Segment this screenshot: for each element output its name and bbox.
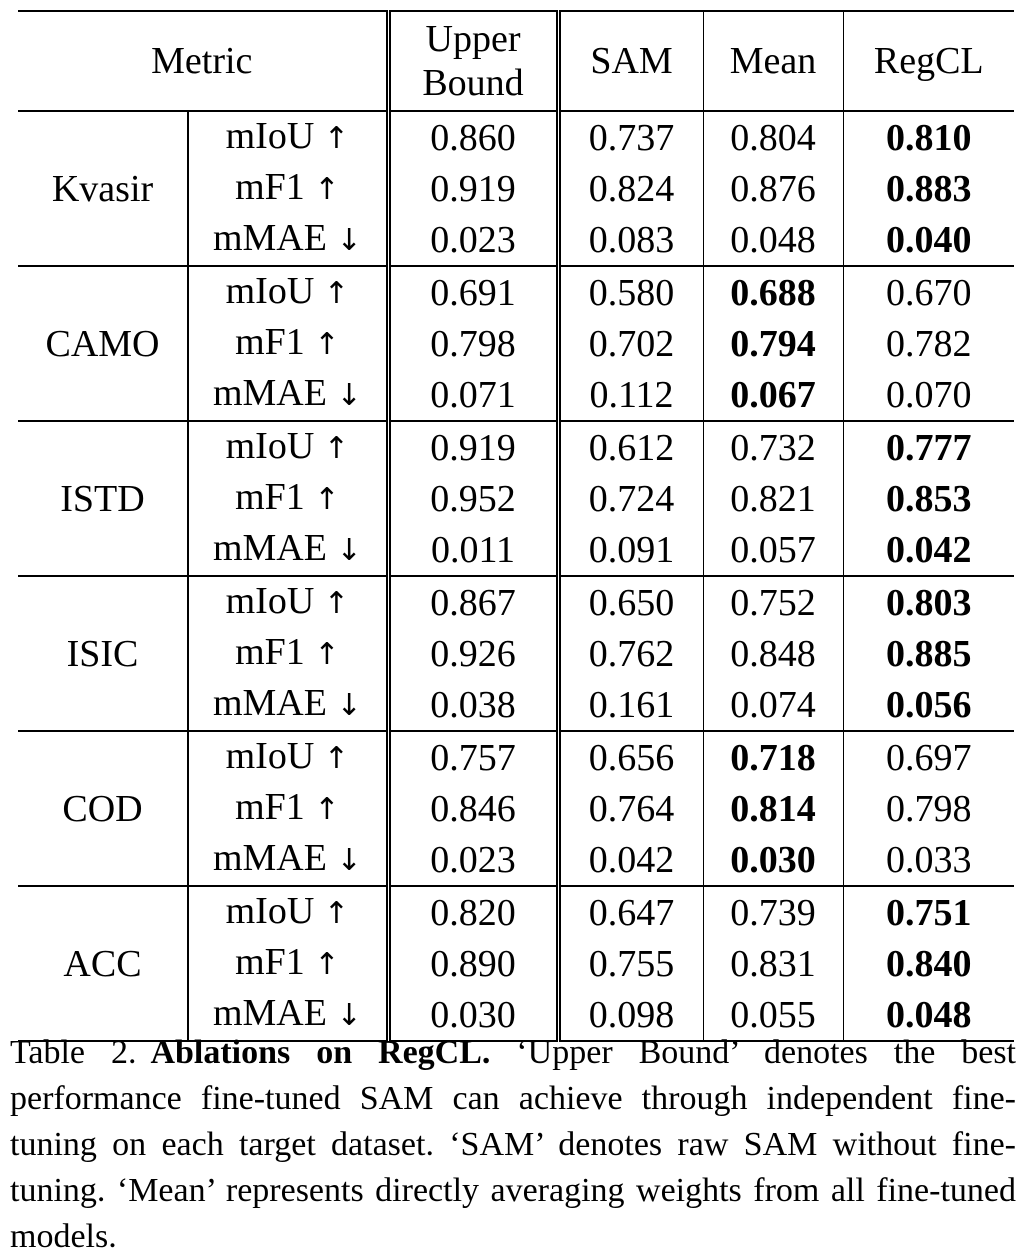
metric-name [188,576,388,628]
metric-label: mMAE [212,837,327,879]
upper-bound-value: 0.011 [388,524,558,576]
arrow-down-icon: ↓ [336,688,362,723]
dataset-name: ISTD [18,421,188,576]
upper-bound-value: 0.030 [388,989,558,1041]
sam-value: 0.580 [558,266,703,318]
mean-value: 0.688 [703,266,843,318]
mean-value: 0.814 [703,783,843,834]
arrow-up-icon: ↑ [323,121,349,156]
ablation-table [18,10,1014,1042]
sam-value: 0.737 [558,111,703,163]
dataset-group [18,731,1014,886]
regcl-value: 0.885 [886,632,972,675]
metric-name [188,473,388,524]
regcl-value: 0.056 [886,683,972,726]
sam-value: 0.083 [558,214,703,266]
sam-value: 0.612 [558,421,703,473]
results-table-container [18,10,1014,1042]
arrow-up-icon: ↑ [323,276,349,311]
regcl-value: 0.777 [886,426,972,469]
metric-name [188,369,388,421]
metric-label: mIoU [225,425,315,467]
dataset-name: CAMO [18,266,188,421]
metric-label: mMAE [212,992,327,1034]
dataset-group [18,421,1014,576]
regcl-value: 0.810 [886,116,972,159]
upper-bound-value: 0.952 [388,473,558,524]
arrow-up-icon: ↑ [314,947,340,982]
caption-text: ‘Upper Bound’ denotes the best performance fine-tuned SAM can achieve through independent fine-tuning on each target dataset. ‘SAM’ denotes raw SAM without fine-tuning. ‘Mean’ represents directly averaging weights from all fine-tuned models. [10,1034,1017,1255]
arrow-up-icon: ↑ [323,586,349,621]
metric-label: mMAE [212,217,327,259]
upper-bound-value: 0.038 [388,679,558,731]
regcl-value: 0.042 [886,528,972,571]
metric-name [188,163,388,214]
header-upper-bound [388,11,558,111]
sam-value: 0.656 [558,731,703,783]
table-row [18,266,1014,318]
metric-label: mIoU [225,580,315,622]
header-sam: SAM [558,11,703,111]
upper-bound-value: 0.071 [388,369,558,421]
metric-label: mF1 [235,941,305,983]
regcl-value: 0.803 [886,581,972,624]
regcl-value: 0.070 [886,373,972,416]
arrow-up-icon: ↑ [323,741,349,776]
header-upper-bound-line1: Upper [425,18,521,60]
header-metric: Metric [18,11,388,111]
dataset-name: ACC [18,886,188,1041]
metric-name [188,679,388,731]
mean-value: 0.794 [703,318,843,369]
arrow-up-icon: ↑ [314,172,340,207]
table-row [18,421,1014,473]
metric-name [188,421,388,473]
mean-value: 0.057 [703,524,843,576]
table-row [18,576,1014,628]
arrow-up-icon: ↑ [323,431,349,466]
arrow-up-icon: ↑ [314,327,340,362]
dataset-name: COD [18,731,188,886]
upper-bound-value: 0.757 [388,731,558,783]
regcl-value: 0.751 [886,891,972,934]
metric-name [188,938,388,989]
mean-value: 0.074 [703,679,843,731]
mean-value: 0.030 [703,834,843,886]
upper-bound-value: 0.926 [388,628,558,679]
arrow-up-icon: ↑ [314,482,340,517]
arrow-up-icon: ↑ [323,896,349,931]
upper-bound-value: 0.846 [388,783,558,834]
upper-bound-value: 0.860 [388,111,558,163]
mean-value: 0.876 [703,163,843,214]
dataset-name: Kvasir [18,111,188,266]
upper-bound-value: 0.691 [388,266,558,318]
upper-bound-value: 0.919 [388,421,558,473]
metric-name [188,628,388,679]
sam-value: 0.112 [558,369,703,421]
header-mean: Mean [703,11,843,111]
metric-name [188,111,388,163]
upper-bound-value: 0.023 [388,834,558,886]
regcl-value: 0.798 [886,787,972,830]
metric-label: mF1 [235,321,305,363]
metric-label: mIoU [225,115,315,157]
arrow-down-icon: ↓ [336,843,362,878]
table-caption [10,1030,1016,1260]
arrow-down-icon: ↓ [336,998,362,1033]
sam-value: 0.755 [558,938,703,989]
sam-value: 0.650 [558,576,703,628]
metric-label: mF1 [235,166,305,208]
header-row [18,11,1014,111]
sam-value: 0.098 [558,989,703,1041]
caption-title: Ablations on RegCL. [150,1034,491,1071]
sam-value: 0.042 [558,834,703,886]
upper-bound-value: 0.867 [388,576,558,628]
regcl-value: 0.048 [886,993,972,1036]
mean-value: 0.752 [703,576,843,628]
metric-label: mF1 [235,786,305,828]
mean-value: 0.831 [703,938,843,989]
metric-label: mIoU [225,735,315,777]
dataset-group [18,111,1014,266]
mean-value: 0.732 [703,421,843,473]
header-upper-bound-line2: Bound [422,62,524,104]
dataset-name: ISIC [18,576,188,731]
metric-label: mMAE [212,682,327,724]
metric-name [188,318,388,369]
metric-label: mMAE [212,527,327,569]
caption-label: Table 2. [10,1034,137,1071]
table-row [18,731,1014,783]
mean-value: 0.821 [703,473,843,524]
regcl-value: 0.782 [886,322,972,365]
arrow-down-icon: ↓ [336,533,362,568]
regcl-value: 0.033 [886,838,972,881]
arrow-up-icon: ↑ [314,792,340,827]
upper-bound-value: 0.919 [388,163,558,214]
metric-name [188,731,388,783]
sam-value: 0.647 [558,886,703,938]
dataset-group [18,576,1014,731]
sam-value: 0.724 [558,473,703,524]
metric-name [188,783,388,834]
upper-bound-value: 0.798 [388,318,558,369]
metric-label: mF1 [235,631,305,673]
sam-value: 0.161 [558,679,703,731]
dataset-group [18,266,1014,421]
mean-value: 0.055 [703,989,843,1041]
regcl-value: 0.840 [886,942,972,985]
metric-name [188,524,388,576]
arrow-down-icon: ↓ [336,223,362,258]
regcl-value: 0.697 [886,736,972,779]
metric-label: mIoU [225,270,315,312]
mean-value: 0.848 [703,628,843,679]
metric-label: mF1 [235,476,305,518]
regcl-value: 0.853 [886,477,972,520]
sam-value: 0.091 [558,524,703,576]
sam-value: 0.824 [558,163,703,214]
sam-value: 0.762 [558,628,703,679]
arrow-down-icon: ↓ [336,378,362,413]
mean-value: 0.804 [703,111,843,163]
dataset-group [18,886,1014,1041]
metric-name [188,266,388,318]
upper-bound-value: 0.023 [388,214,558,266]
arrow-up-icon: ↑ [314,637,340,672]
regcl-value: 0.883 [886,167,972,210]
table-row [18,111,1014,163]
sam-value: 0.702 [558,318,703,369]
upper-bound-value: 0.820 [388,886,558,938]
metric-name [188,886,388,938]
regcl-value: 0.670 [886,271,972,314]
metric-label: mMAE [212,372,327,414]
upper-bound-value: 0.890 [388,938,558,989]
mean-value: 0.739 [703,886,843,938]
sam-value: 0.764 [558,783,703,834]
metric-label: mIoU [225,890,315,932]
table-row [18,886,1014,938]
mean-value: 0.067 [703,369,843,421]
mean-value: 0.718 [703,731,843,783]
metric-name [188,834,388,886]
metric-name [188,214,388,266]
regcl-value: 0.040 [886,218,972,261]
mean-value: 0.048 [703,214,843,266]
header-regcl: RegCL [873,40,984,82]
